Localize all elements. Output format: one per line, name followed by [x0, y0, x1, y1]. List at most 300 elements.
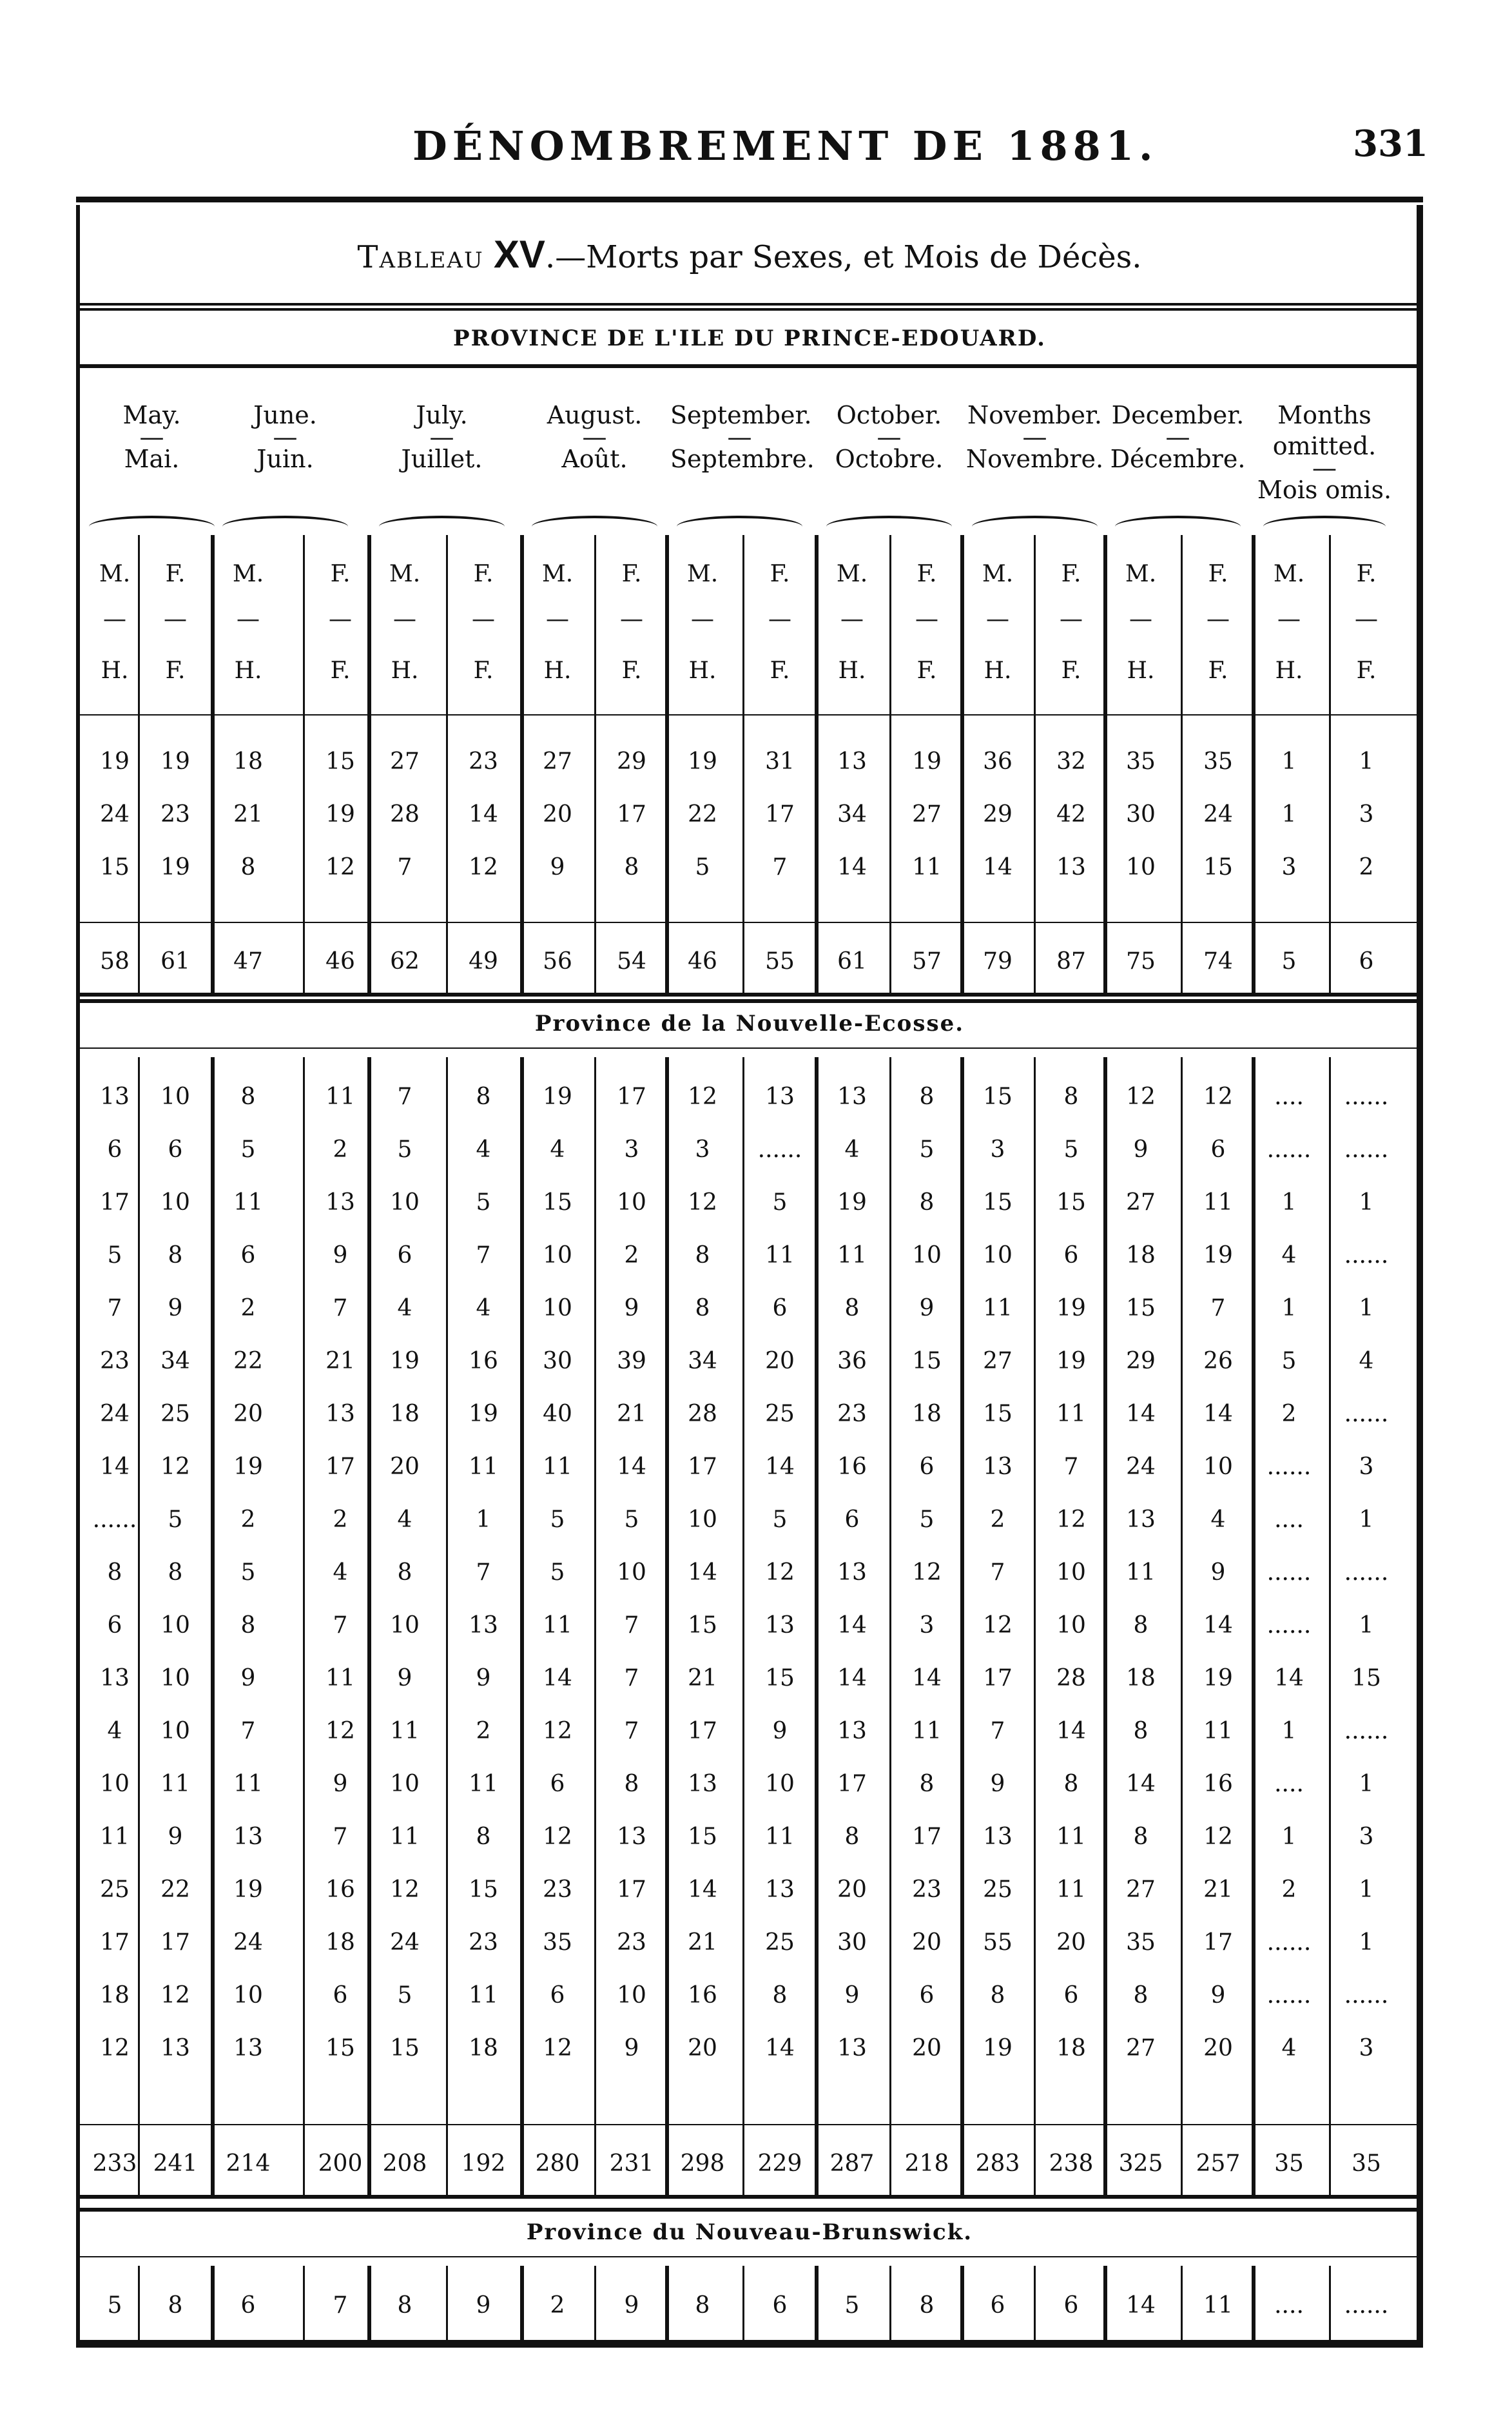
sex-header-dash: —	[840, 606, 864, 632]
table-cell: 15	[983, 1401, 1013, 1427]
table-cell: 22	[688, 801, 717, 828]
table-cell: 4	[476, 1136, 491, 1163]
table-cell: 13	[325, 1189, 355, 1216]
month-name-fr: Mois omis.	[1257, 476, 1392, 504]
column-divider	[303, 1057, 305, 2198]
table-cell: 28	[390, 801, 420, 828]
table-cell: 13	[765, 1084, 795, 1110]
table-cell: 12	[325, 854, 355, 881]
table-cell: 8	[919, 1084, 935, 1110]
table-cell: 5	[624, 1506, 639, 1533]
column-divider	[211, 535, 215, 993]
column-divider	[960, 1057, 964, 2198]
table-cell: 26	[1203, 1348, 1233, 1374]
table-cell: 23	[912, 1876, 942, 1903]
table-cell: 8	[397, 2292, 412, 2319]
table-title-text: .—Morts par Sexes, et Mois de Décès.	[545, 239, 1142, 275]
table-cell: 9	[397, 1665, 412, 1691]
sex-header-dash: —	[472, 606, 495, 632]
column-divider	[815, 1057, 819, 2198]
running-head	[0, 122, 1512, 174]
table-cell: 6	[772, 2292, 788, 2319]
table-cell: 8	[1133, 1824, 1149, 1850]
total-cell: 6	[1359, 948, 1374, 975]
table-cell: 15	[100, 854, 130, 881]
sex-header-dash: —	[1129, 606, 1152, 632]
table-cell: 14	[543, 1665, 572, 1691]
section-rule	[76, 2256, 1423, 2257]
column-divider	[815, 535, 819, 993]
table-cell: 5	[772, 1506, 788, 1533]
sex-header-m: M.	[99, 561, 131, 587]
table-cell: 27	[390, 748, 420, 775]
table-cell: 15	[765, 1665, 795, 1691]
total-cell: 214	[226, 2150, 271, 2177]
sex-header-dash: —	[986, 606, 1009, 632]
table-cell: 13	[469, 1612, 498, 1639]
table-cell: 8	[1133, 1982, 1149, 2009]
table-cell: 13	[233, 1824, 263, 1850]
table-cell: 25	[100, 1876, 130, 1903]
table-cell: 2	[333, 1136, 348, 1163]
table-cell: 1	[1359, 1771, 1374, 1797]
table-cell: 13	[160, 2035, 190, 2061]
sex-header-f-fr: F.	[770, 657, 790, 684]
table-cell: 10	[160, 1718, 190, 1744]
table-cell: 7	[624, 1665, 639, 1691]
sex-header-h: H.	[391, 657, 419, 684]
table-cell: 11	[160, 1771, 190, 1797]
table-cell: 11	[983, 1295, 1013, 1321]
table-cell: 36	[837, 1348, 867, 1374]
table-cell: 12	[469, 854, 498, 881]
table-cell: 25	[160, 1401, 190, 1427]
total-cell: 218	[904, 2150, 949, 2177]
table-cell: 1	[1359, 1876, 1374, 1903]
table-cell: 9	[1133, 1136, 1149, 1163]
table-cell: 8	[695, 1295, 710, 1321]
table-cell: 20	[912, 2035, 942, 2061]
table-cell: 23	[837, 1401, 867, 1427]
table-cell: 10	[765, 1771, 795, 1797]
table-cell: 24	[100, 1401, 130, 1427]
table-cell: 36	[983, 748, 1013, 775]
column-divider	[303, 535, 305, 993]
table-cell: 8	[168, 2292, 183, 2319]
total-cell: 287	[829, 2150, 875, 2177]
table-cell: 20	[837, 1876, 867, 1903]
table-cell: 10	[100, 1771, 130, 1797]
section-rule	[76, 1047, 1423, 1049]
table-cell: 6	[550, 1771, 565, 1797]
table-cell: 18	[1126, 1665, 1156, 1691]
table-cell: 13	[837, 1559, 867, 1586]
sex-header-h: H.	[1127, 657, 1155, 684]
table-cell: 8	[919, 1189, 935, 1216]
total-cell: 325	[1118, 2150, 1163, 2177]
title-rule	[76, 308, 1423, 311]
column-divider	[1181, 2266, 1183, 2340]
table-cell: 5	[1281, 1348, 1297, 1374]
table-cell: 15	[983, 1084, 1013, 1110]
sex-header-m: M.	[982, 561, 1014, 587]
table-cell: ......	[1266, 1982, 1312, 2009]
total-rule	[76, 993, 1423, 997]
table-cell: 10	[688, 1506, 717, 1533]
table-cell: 11	[469, 1771, 498, 1797]
table-cell: 12	[688, 1084, 717, 1110]
table-cell: 13	[983, 1824, 1013, 1850]
table-cell: 23	[543, 1876, 572, 1903]
table-cell: 27	[1126, 1876, 1156, 1903]
column-divider	[1329, 2266, 1331, 2340]
table-cell: 14	[1056, 1718, 1086, 1744]
table-cell: 10	[1126, 854, 1156, 881]
table-cell: 12	[160, 1454, 190, 1480]
table-cell: 16	[837, 1454, 867, 1480]
table-cell: 30	[1126, 801, 1156, 828]
table-cell: 5	[844, 2292, 860, 2319]
table-cell: 8	[1133, 1612, 1149, 1639]
table-cell: 4	[397, 1506, 412, 1533]
table-cell: 13	[617, 1824, 646, 1850]
month-heading	[1109, 400, 1247, 474]
table-cell: 19	[233, 1876, 263, 1903]
table-cell: 14	[1126, 2292, 1156, 2319]
sex-header-dash: —	[620, 606, 643, 632]
table-cell: 7	[476, 1242, 491, 1269]
table-cell: 24	[1203, 801, 1233, 828]
table-cell: 10	[390, 1612, 420, 1639]
month-heading	[820, 400, 958, 474]
table-cell: 14	[617, 1454, 646, 1480]
table-cell: 14	[469, 801, 498, 828]
table-cell: 17	[912, 1824, 942, 1850]
table-cell: 6	[240, 2292, 256, 2319]
table-cell: 8	[844, 1824, 860, 1850]
table-cell: 22	[160, 1876, 190, 1903]
table-cell: 14	[100, 1454, 130, 1480]
table-cell: 11	[1203, 1718, 1233, 1744]
table-cell: 9	[919, 1295, 935, 1321]
table-cell: 6	[240, 1242, 256, 1269]
table-cell: 14	[837, 1612, 867, 1639]
table-cell: 8	[168, 1559, 183, 1586]
table-cell: 13	[100, 1665, 130, 1691]
table-cell: 19	[912, 748, 942, 775]
table-cell: 20	[688, 2035, 717, 2061]
table-cell: 2	[1281, 1876, 1297, 1903]
table-cell: 2	[240, 1506, 256, 1533]
table-cell: 9	[240, 1665, 256, 1691]
table-cell: 11	[325, 1084, 355, 1110]
sex-header-m: M.	[389, 561, 421, 587]
month-heading	[525, 400, 664, 474]
column-divider	[1103, 1057, 1107, 2198]
table-cell: 15	[390, 2035, 420, 2061]
total-cell: 87	[1056, 948, 1086, 975]
table-cell: 35	[543, 1929, 572, 1956]
table-cell: 1	[1281, 748, 1297, 775]
table-cell: 21	[233, 801, 263, 828]
table-cell: 2	[990, 1506, 1005, 1533]
total-rule	[76, 2124, 1423, 2125]
table-cell: 18	[1056, 2035, 1086, 2061]
table-cell: 12	[325, 1718, 355, 1744]
table-cell: 7	[476, 1559, 491, 1586]
column-divider	[742, 2266, 744, 2340]
table-cell: 17	[837, 1771, 867, 1797]
column-divider	[665, 1057, 669, 2198]
sex-header-f: F.	[330, 561, 351, 587]
top-rule	[76, 197, 1423, 202]
month-name-fr: Août.	[561, 445, 628, 473]
column-divider	[742, 535, 744, 993]
sex-header-f: F.	[1061, 561, 1081, 587]
sex-header-dash: —	[768, 606, 791, 632]
table-cell: 6	[919, 1982, 935, 2009]
table-cell: 9	[772, 1718, 788, 1744]
table-cell: 16	[1203, 1771, 1233, 1797]
table-cell: 8	[240, 1612, 256, 1639]
table-cell: 10	[233, 1982, 263, 2009]
table-cell: 9	[333, 1242, 348, 1269]
table-cell: 7	[397, 854, 412, 881]
table-cell: 11	[765, 1824, 795, 1850]
sex-header-f-fr: F.	[916, 657, 937, 684]
table-cell: 17	[160, 1929, 190, 1956]
table-cell: 11	[543, 1454, 572, 1480]
table-cell: 12	[1056, 1506, 1086, 1533]
section-heading: Province du Nouveau-Brunswick.	[526, 2219, 973, 2245]
table-cell: 10	[160, 1612, 190, 1639]
table-cell: 3	[1359, 801, 1374, 828]
table-cell: 12	[543, 1718, 572, 1744]
table-cell: 14	[983, 854, 1013, 881]
table-cell: 27	[543, 748, 572, 775]
table-cell: 7	[1210, 1295, 1226, 1321]
column-divider	[520, 1057, 524, 2198]
total-cell: 208	[382, 2150, 427, 2177]
month-name-fr: Juillet.	[401, 445, 483, 473]
sex-header-dash: —	[546, 606, 569, 632]
table-cell: 17	[765, 801, 795, 828]
month-separator: —	[429, 423, 454, 451]
table-cell: 6	[550, 1982, 565, 2009]
total-cell: 75	[1126, 948, 1156, 975]
column-divider	[446, 1057, 448, 2198]
month-name-en: October.	[836, 401, 942, 429]
table-cell: 1	[1281, 801, 1297, 828]
section-heading: Province de la Nouvelle-Ecosse.	[534, 1011, 965, 1037]
table-cell: 10	[543, 1295, 572, 1321]
table-cell: 14	[1274, 1665, 1304, 1691]
table-cell: 6	[844, 1506, 860, 1533]
table-cell: 10	[617, 1559, 646, 1586]
table-cell: 31	[765, 748, 795, 775]
sex-header-m: M.	[686, 561, 719, 587]
table-cell: 14	[765, 1454, 795, 1480]
sex-header-dash: —	[691, 606, 714, 632]
total-cell: 298	[680, 2150, 725, 2177]
month-name-fr: Octobre.	[835, 445, 944, 473]
month-brace	[677, 516, 802, 538]
total-cell: 57	[912, 948, 942, 975]
total-cell: 61	[160, 948, 190, 975]
table-cell: 5	[919, 1506, 935, 1533]
table-cell: 35	[1126, 1929, 1156, 1956]
table-cell: ......	[1344, 1559, 1389, 1586]
table-cell: 4	[333, 1559, 348, 1586]
table-cell: 35	[1203, 748, 1233, 775]
table-cell: 8	[990, 1982, 1005, 2009]
sex-header-f: F.	[916, 561, 937, 587]
table-cell: 8	[695, 2292, 710, 2319]
table-cell: 6	[1063, 1242, 1079, 1269]
title-rule	[76, 303, 1423, 306]
table-cell: 20	[1056, 1929, 1086, 1956]
table-cell: 13	[837, 2035, 867, 2061]
table-cell: 10	[1056, 1559, 1086, 1586]
table-cell: 9	[168, 1824, 183, 1850]
table-cell: 14	[1203, 1612, 1233, 1639]
table-cell: 1	[476, 1506, 491, 1533]
table-cell: 11	[837, 1242, 867, 1269]
table-cell: 55	[983, 1929, 1013, 1956]
table-cell: 24	[100, 801, 130, 828]
table-cell: 19	[688, 748, 717, 775]
sex-header-f-fr: F.	[330, 657, 351, 684]
table-cell: 7	[107, 1295, 122, 1321]
sex-header-m: M.	[836, 561, 868, 587]
table-cell: 12	[1126, 1084, 1156, 1110]
sex-header-m: M.	[541, 561, 574, 587]
sex-header-f-fr: F.	[621, 657, 642, 684]
table-cell: 20	[1203, 2035, 1233, 2061]
sex-header-f: F.	[1208, 561, 1228, 587]
table-cell: 16	[688, 1982, 717, 2009]
table-cell: 5	[240, 1136, 256, 1163]
table-title	[76, 232, 1423, 277]
table-cell: 12	[983, 1612, 1013, 1639]
table-cell: ......	[92, 1506, 137, 1533]
table-cell: 19	[233, 1454, 263, 1480]
page-number: 331	[1353, 122, 1428, 165]
sex-header-dash: —	[1277, 606, 1301, 632]
month-separator: —	[273, 423, 298, 451]
table-cell: 23	[469, 748, 498, 775]
table-cell: 27	[1126, 1189, 1156, 1216]
table-title-number: XV	[493, 233, 545, 276]
sex-header-f: F.	[770, 561, 790, 587]
table-cell: 29	[983, 801, 1013, 828]
table-cell: 24	[1126, 1454, 1156, 1480]
total-cell: 74	[1203, 948, 1233, 975]
table-cell: 11	[1056, 1876, 1086, 1903]
sex-header-dash: —	[329, 606, 352, 632]
header-rule	[76, 714, 1423, 716]
month-name-fr: Décembre.	[1110, 445, 1246, 473]
table-cell: 21	[1203, 1876, 1233, 1903]
table-cell: 19	[469, 1401, 498, 1427]
month-brace	[972, 516, 1098, 538]
table-cell: 40	[543, 1401, 572, 1427]
table-cell: 12	[160, 1982, 190, 2009]
table-cell: 1	[1359, 1295, 1374, 1321]
sex-header-dash: —	[1060, 606, 1083, 632]
table-cell: ......	[1344, 1136, 1389, 1163]
table-cell: 15	[325, 748, 355, 775]
total-cell: 283	[975, 2150, 1020, 2177]
table-cell: 1	[1281, 1824, 1297, 1850]
table-cell: ....	[1274, 2292, 1304, 2319]
table-cell: 13	[983, 1454, 1013, 1480]
table-cell: 12	[390, 1876, 420, 1903]
table-cell: 19	[1203, 1242, 1233, 1269]
table-cell: ......	[1344, 1242, 1389, 1269]
table-cell: 14	[912, 1665, 942, 1691]
table-cell: 9	[550, 854, 565, 881]
table-cell: 20	[233, 1401, 263, 1427]
section-rule	[76, 999, 1423, 1003]
table-cell: 11	[543, 1612, 572, 1639]
table-cell: 3	[1281, 854, 1297, 881]
table-cell: 18	[469, 2035, 498, 2061]
sex-header-h: H.	[1275, 657, 1303, 684]
table-cell: 5	[240, 1559, 256, 1586]
column-divider	[1181, 535, 1183, 993]
table-cell: 11	[469, 1454, 498, 1480]
table-cell: 28	[1056, 1665, 1086, 1691]
sex-header-dash: —	[1355, 606, 1378, 632]
total-cell: 257	[1196, 2150, 1241, 2177]
table-cell: ......	[1344, 1084, 1389, 1110]
table-cell: 17	[617, 1084, 646, 1110]
table-cell: 18	[390, 1401, 420, 1427]
table-cell: 12	[765, 1559, 795, 1586]
table-cell: 22	[233, 1348, 263, 1374]
column-divider	[1329, 535, 1331, 993]
table-cell: 17	[617, 1876, 646, 1903]
table-cell: 7	[397, 1084, 412, 1110]
table-cell: 7	[333, 1824, 348, 1850]
table-cell: 8	[772, 1982, 788, 2009]
table-cell: 15	[1056, 1189, 1086, 1216]
table-cell: 17	[688, 1718, 717, 1744]
table-cell: 18	[1126, 1242, 1156, 1269]
table-cell: 9	[624, 1295, 639, 1321]
table-cell: 10	[390, 1771, 420, 1797]
table-cell: 9	[476, 2292, 491, 2319]
table-cell: 11	[233, 1189, 263, 1216]
table-cell: ......	[1344, 1718, 1389, 1744]
month-name-en: November.	[967, 401, 1102, 429]
table-cell: 11	[100, 1824, 130, 1850]
table-cell: 4	[1359, 1348, 1374, 1374]
month-name-en: August.	[547, 401, 643, 429]
section-heading-pei: PROVINCE DE L'ILE DU PRINCE-EDOUARD.	[453, 326, 1046, 351]
column-divider	[665, 2266, 669, 2340]
table-cell: 6	[1063, 2292, 1079, 2319]
table-cell: 21	[688, 1665, 717, 1691]
total-cell: 61	[837, 948, 867, 975]
column-divider	[1034, 535, 1036, 993]
table-cell: 7	[990, 1559, 1005, 1586]
table-cell: 8	[1063, 1084, 1079, 1110]
table-cell: 19	[837, 1189, 867, 1216]
table-cell: 12	[543, 2035, 572, 2061]
sex-header-h: H.	[234, 657, 262, 684]
